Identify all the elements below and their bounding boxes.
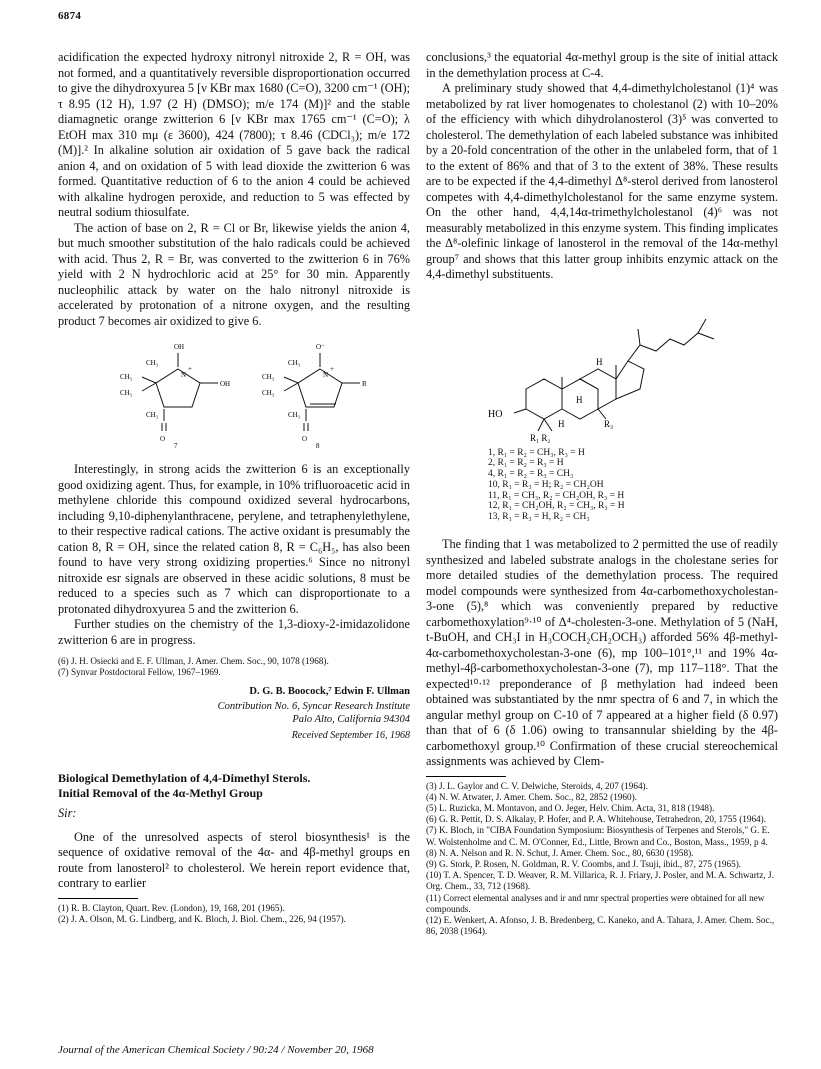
reference: (7) K. Bloch, in "CIBA Foundation Symposium: Biosynthesis of Terpenes and Sterols," G. E. W. Wolstenholme and C. M. O'Conner, Ed., Little, Brown and Co., Boston, Mass., 1959, p 4. bbox=[426, 825, 770, 847]
structures-7-8 bbox=[58, 335, 410, 450]
methyl-label: CH₃ bbox=[120, 373, 133, 381]
compound-number: 8 bbox=[316, 442, 320, 450]
affiliation: Contribution No. 6, Syncar Research Institute bbox=[217, 700, 410, 712]
paragraph: acidification the expected hydroxy nitronyl nitroxide 2, R = OH, was not formed, and a quantitatively reversible disproportionation occurred to give the dihydroxyurea 5 [ν KBr max 1680 (C=O), 3200 cm⁻¹ (OH); τ 8.95 (12 H), 1.97 (2 H) (DMSO); m/e 174 (M)]² and the stable diamagnetic orange zwitterion 6 [ν KBr max 1765 cm⁻¹ (C=O); λ EtOH max 310 mμ (ε 3600), 424 (7800); τ 8.46 (CDCl₃); m/e 172 (M)].² In alkaline solution air oxidation of 5 gave back the radical anion 4, and on oxidation of 5 with lead dioxide the zwitterion 6 was formed. Quantitative reduction of 6 to the anion 4 could be achieved with alkaline hydrogen peroxide, and reduction to 5 was effected by neutral sodium thiosulfate. bbox=[58, 50, 410, 219]
footnote: (6) J. H. Osiecki and E. F. Ullman, J. Amer. Chem. Soc., 90, 1078 (1968). bbox=[58, 656, 329, 666]
methyl-label: CH₃ bbox=[146, 359, 159, 367]
compound-legend bbox=[488, 448, 778, 524]
oxide-anion-label: O⁻ bbox=[316, 343, 325, 351]
reference: (10) T. A. Spencer, T. D. Weaver, R. M. Villarica, R. J. Friary, J. Posler, and M. A. Schwartz, J. Org. Chem., 33, 712 (1968). bbox=[426, 870, 774, 892]
reference: (6) G. R. Pettit, D. S. Alkalay, P. Hofer, and P. A. Whitehouse, Tetrahedron, 20, 1755 (1964). bbox=[426, 814, 766, 825]
plus-label: + bbox=[188, 365, 192, 373]
r3-label: R₃ bbox=[604, 418, 614, 429]
paragraph: conclusions,³ the equatorial 4α-methyl group is the site of initial attack in the demethylation process at C-4. bbox=[426, 50, 778, 80]
oxygen-label: O bbox=[160, 435, 166, 443]
reference: (2) J. A. Olson, M. G. Lindberg, and K. Bloch, J. Biol. Chem., 226, 94 (1957). bbox=[58, 914, 346, 925]
legend-entry: 4, R₁ = R₂ = R₃ = CH₃ bbox=[488, 469, 574, 480]
legend-entry: 2, R₁ = R₂ = R₃ = H bbox=[488, 458, 564, 469]
references bbox=[58, 903, 410, 925]
nitrogen-label: N bbox=[323, 371, 329, 379]
substituent-oh-label: OH bbox=[220, 380, 231, 388]
paragraph: The action of base on 2, R = Cl or Br, likewise yields the anion 4, but much smoother substitution of the halo radicals could be achieved with acid. Thus 2, R = Br, was converted to the zwitterion 6 in 76% yield with 2 N hydrochloric acid at 25° for 30 min. Apparently nucleophilic attack by water on the halo nitronyl nitroxide is accelerated by protonation of a nitrone oxygen, and the resulting product 7 becomes air oxidized to give 6. bbox=[58, 220, 410, 328]
authors: D. G. B. Boocock,⁷ Edwin F. Ullman bbox=[249, 686, 410, 698]
paragraph: Interestingly, in strong acids the zwitterion 6 is an exceptionally good oxidizing agent. Thus, for example, in 10% trifluoroacetic acid in methylene chloride this compound oxidized several hydrocarbons, including 9,10-diphenylanthracene, perylene, and tetraphenylethylene, to their respective radical cations. The active oxidant is presumably the cation 8, R = OH, since the related cation 8, R = C₆H₅, has also been found to have very strong oxidizing properties.⁶ Since no nitronyl nitroxide esr signals are observed in these acidic solutions, 8 must be reduced to a species such as 7 which can disproportionate to a protonated dihydroxyurea 5 and the zwitterion 6. bbox=[58, 462, 410, 616]
article-title bbox=[58, 771, 410, 800]
legend-entry: 12, R₁ = CH₂OH, R₂ = CH₃, R₃ = H bbox=[488, 501, 625, 512]
footnotes bbox=[58, 656, 410, 678]
paragraph: One of the unresolved aspects of sterol biosynthesis¹ is the sequence of oxidative removal of the 4α- and 4β-methyl groups en route from lanosterol² to cholesterol. We herein report evidence that, contrary to earlier bbox=[58, 829, 410, 891]
salutation: Sir: bbox=[58, 806, 77, 821]
legend-entry: 13, R₁ = R₃ = H, R₂ = CH₃ bbox=[488, 512, 590, 523]
paragraph: A preliminary study showed that 4,4-dimethylcholestanol (1)⁴ was metabolized by rat liver homogenates to cholestanol (2) with 10–20% of the efficiency with which dihydrolanosterol (3)⁵ was converted to cholesterol. The demethylation of each labeled substance was inhibited by a 20-fold concentration of the other in the unlabeled form, that of 1 to the extent of 86% and that of 3 to the extent of 38%. These results are to be expected if the 4,4-dimethyl Δ⁸-sterol derived from lanosterol competes with 4,4-dimethylcholestanol for the same enzyme system. On the other hand, 4,4,14α-trimethylcholestanol (4)⁶ was not measurably metabolized in this enzyme system. This finding implicates the Δ⁸-olefinic linkage of lanosterol in the removal of the 14α-methyl group⁷ and shows that this latter group inhibits enzymic attack on the 4,4-dimethyl substituents. bbox=[426, 81, 778, 281]
reference: (12) E. Wenkert, A. Afonso, J. B. Bredenberg, C. Kaneko, and A. Tahara, J. Amer. Chem. Soc., 86, 2038 (1964). bbox=[426, 915, 775, 937]
references bbox=[426, 781, 778, 938]
methyl-label: CH₃ bbox=[288, 359, 301, 367]
plus-label: + bbox=[330, 365, 334, 373]
methyl-label: CH₃ bbox=[262, 389, 275, 397]
methyl-label: CH₃ bbox=[146, 411, 159, 419]
nitrogen-label: N bbox=[181, 371, 187, 379]
reference: (3) J. L. Gaylor and C. V. Delwiche, Steroids, 4, 207 (1964). bbox=[426, 780, 648, 791]
steroid-skeleton bbox=[426, 289, 778, 444]
paragraph: The finding that 1 was metabolized to 2 permitted the use of readily synthesized and labeled substrate analogs in the cholestane series for more detailed studies of the demethylation process. The required model compounds were synthesized from 4α-carbomethoxycholestan-3-one (5),⁸ which was conveniently prepared by reductive carbomethoxylation⁹·¹⁰ of Δ⁴-cholesten-3-one. Methylation of 5 (NaH, t-BuOH, and CH₃I in H₃COCH₂CH₂OCH₃) afforded 56% 4β-methyl-4α-carbomethoxycholestan-3-one (6), mp 100–101°,¹¹ and 19% 4α-methyl-4β-carbomethoxycholestan-3-one (7), mp 117–118°. That the expected¹⁰·¹² preponderance of β methylation had indeed been obtained was substantiated by the nmr spectra of 6 and 7, in which the angular methyl group on C-10 of 7 appeared at a higher field (δ 0.97) than that of 6 (δ 1.06) owing to transannular shielding by the 4β-carbomethoxyl group.¹⁰ Confirmation of these crucial stereochemical assignments was achieved by Clem- bbox=[426, 537, 778, 769]
reference: (11) Correct elemental analyses and ir and nmr spectral properties were obtained for all new compounds. bbox=[426, 892, 765, 914]
affiliation-location: Palo Alto, California 94304 bbox=[292, 713, 410, 725]
methyl-label: CH₃ bbox=[288, 411, 301, 419]
footnote: (7) Synvar Postdoctoral Fellow, 1967–1969. bbox=[58, 667, 221, 678]
right-column bbox=[426, 50, 778, 937]
paragraph: Further studies on the chemistry of the 1,3-dioxy-2-imidazolidone zwitterion 6 are in progress. bbox=[58, 617, 410, 647]
methyl-label: CH₃ bbox=[120, 389, 133, 397]
compound-number: 7 bbox=[174, 442, 178, 450]
hydrogen-label: H bbox=[596, 356, 603, 367]
hydrogen-label: H bbox=[558, 418, 565, 429]
r1-r2-label: R₁ R₂ bbox=[530, 432, 551, 443]
reference: (8) N. A. Nelson and R. N. Schut, J. Amer. Chem. Soc., 80, 6630 (1958). bbox=[426, 847, 694, 858]
legend-entry: 11, R₁ = CH₃, R₂ = CH₂OH, R₃ = H bbox=[488, 490, 625, 501]
reference: (5) L. Ruzicka, M. Montavon, and O. Jeger, Helv. Chim. Acta, 31, 818 (1948). bbox=[426, 802, 715, 813]
reference: (9) G. Stork, P. Rosen, N. Goldman, R. V. Coombs, and J. Tsuji, ibid., 87, 275 (1965). bbox=[426, 859, 742, 869]
reference: (4) N. W. Atwater, J. Amer. Chem. Soc., 82, 2852 (1960). bbox=[426, 791, 637, 802]
left-column bbox=[58, 50, 410, 925]
reference: (1) R. B. Clayton, Quart. Rev. (London), 19, 168, 201 (1965). bbox=[58, 902, 285, 913]
legend-entry: 1, R₁ = R₂ = CH₃, R₃ = H bbox=[488, 447, 585, 458]
structure-8 bbox=[258, 335, 388, 450]
methyl-label: CH₃ bbox=[262, 373, 275, 381]
title-line: Biological Demethylation of 4,4-Dimethyl Sterols. bbox=[58, 771, 311, 786]
received-date: Received September 16, 1968 bbox=[291, 729, 410, 741]
hydrogen-label: H bbox=[576, 394, 583, 405]
oxygen-label: O bbox=[302, 435, 308, 443]
legend-entry: 10, R₁ = R₃ = H; R₂ = CH₂OH bbox=[488, 479, 604, 490]
steroid-structure bbox=[426, 289, 778, 444]
hydroxyl-label: HO bbox=[488, 408, 503, 420]
structure-7 bbox=[118, 335, 248, 450]
r-group-label: R bbox=[362, 380, 367, 388]
hydroxyl-label: OH bbox=[174, 343, 185, 351]
title-line: Initial Removal of the 4α-Methyl Group bbox=[58, 785, 263, 800]
journal-footer: Journal of the American Chemical Society / 90:24 / November 20, 1968 bbox=[58, 1044, 374, 1056]
page-number: 6874 bbox=[58, 10, 82, 22]
